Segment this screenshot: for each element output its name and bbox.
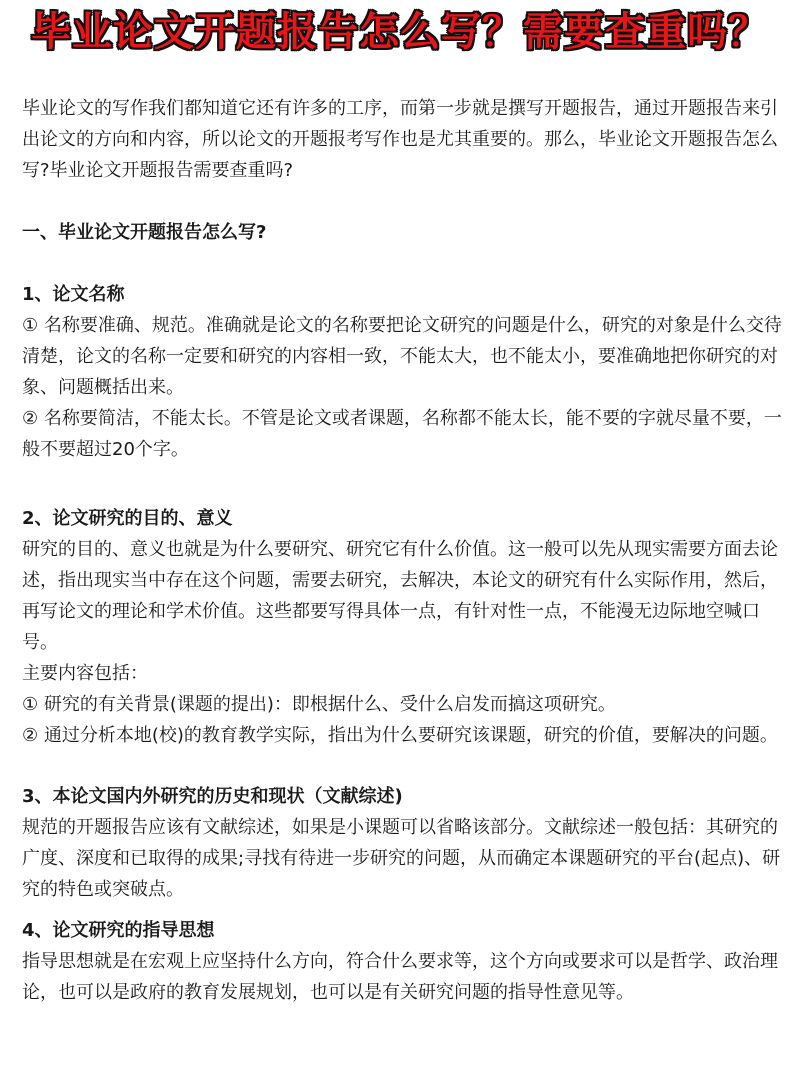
item-paragraph: 研究的目的、意义也就是为什么要研究、研究它有什么价值。这一般可以先从现实需要方面去论述，指出现实当中存在这个问题，需要去研究，去解决，本论文的研究有什么实际作用，然后，再写论文的理论和学术价值。这些都要写得具体一点，有针对性一点，不能漫无边际地空喊口号。 [22, 539, 778, 653]
item-paragraph: 主要内容包括： [22, 663, 148, 684]
article-body [22, 93, 782, 1008]
item-heading: 1、论文名称 [22, 284, 125, 305]
item-paragraph: 指导思想就是在宏观上应坚持什么方向，符合什么要求等，这个方向或要求可以是哲学、政治理论，也可以是政府的教育发展规划，也可以是有关研究问题的指导性意见等。 [22, 951, 778, 1003]
item-paragraph: ① 名称要准确、规范。准确就是论文的名称要把论文研究的问题是什么，研究的对象是什么交待清楚，论文的名称一定要和研究的内容相一致，不能太大，也不能太小，要准确地把你研究的对象、问题概括出来。 [22, 315, 782, 398]
section-heading: 一、毕业论文开题报告怎么写? [22, 222, 267, 243]
item-heading: 2、论文研究的目的、意义 [22, 508, 233, 529]
page-title: 毕业论文开题报告怎么写？需要查重吗？ [31, 9, 769, 55]
item-heading: 3、本论文国内外研究的历史和现状（文献综述) [22, 786, 403, 807]
intro-paragraph: 毕业论文的写作我们都知道它还有许多的工序，而第一步就是撰写开题报告，通过开题报告来引出论文的方向和内容，所以论文的开题报考写作也是尤其重要的。那么，毕业论文开题报告怎么写?毕业论文开题报告需要查重吗? [22, 98, 778, 181]
item-heading: 4、论文研究的指导思想 [22, 920, 215, 941]
item-paragraph: ② 通过分析本地(校)的教育教学实际，指出为什么要研究该课题，研究的价值，要解决的问题。 [22, 725, 778, 746]
item-paragraph: ① 研究的有关背景(课题的提出)：即根据什么、受什么启发而搞这项研究。 [22, 694, 616, 715]
item-paragraph: 规范的开题报告应该有文献综述，如果是小课题可以省略该部分。文献综述一般包括：其研究的广度、深度和已取得的成果;寻找有待进一步研究的问题，从而确定本课题研究的平台(起点)、研究的特色或突破点。 [22, 817, 781, 900]
item-paragraph: ② 名称要简洁，不能太长。不管是论文或者课题，名称都不能太长，能不要的字就尽量不要，一般不要超过20个字。 [22, 408, 782, 460]
